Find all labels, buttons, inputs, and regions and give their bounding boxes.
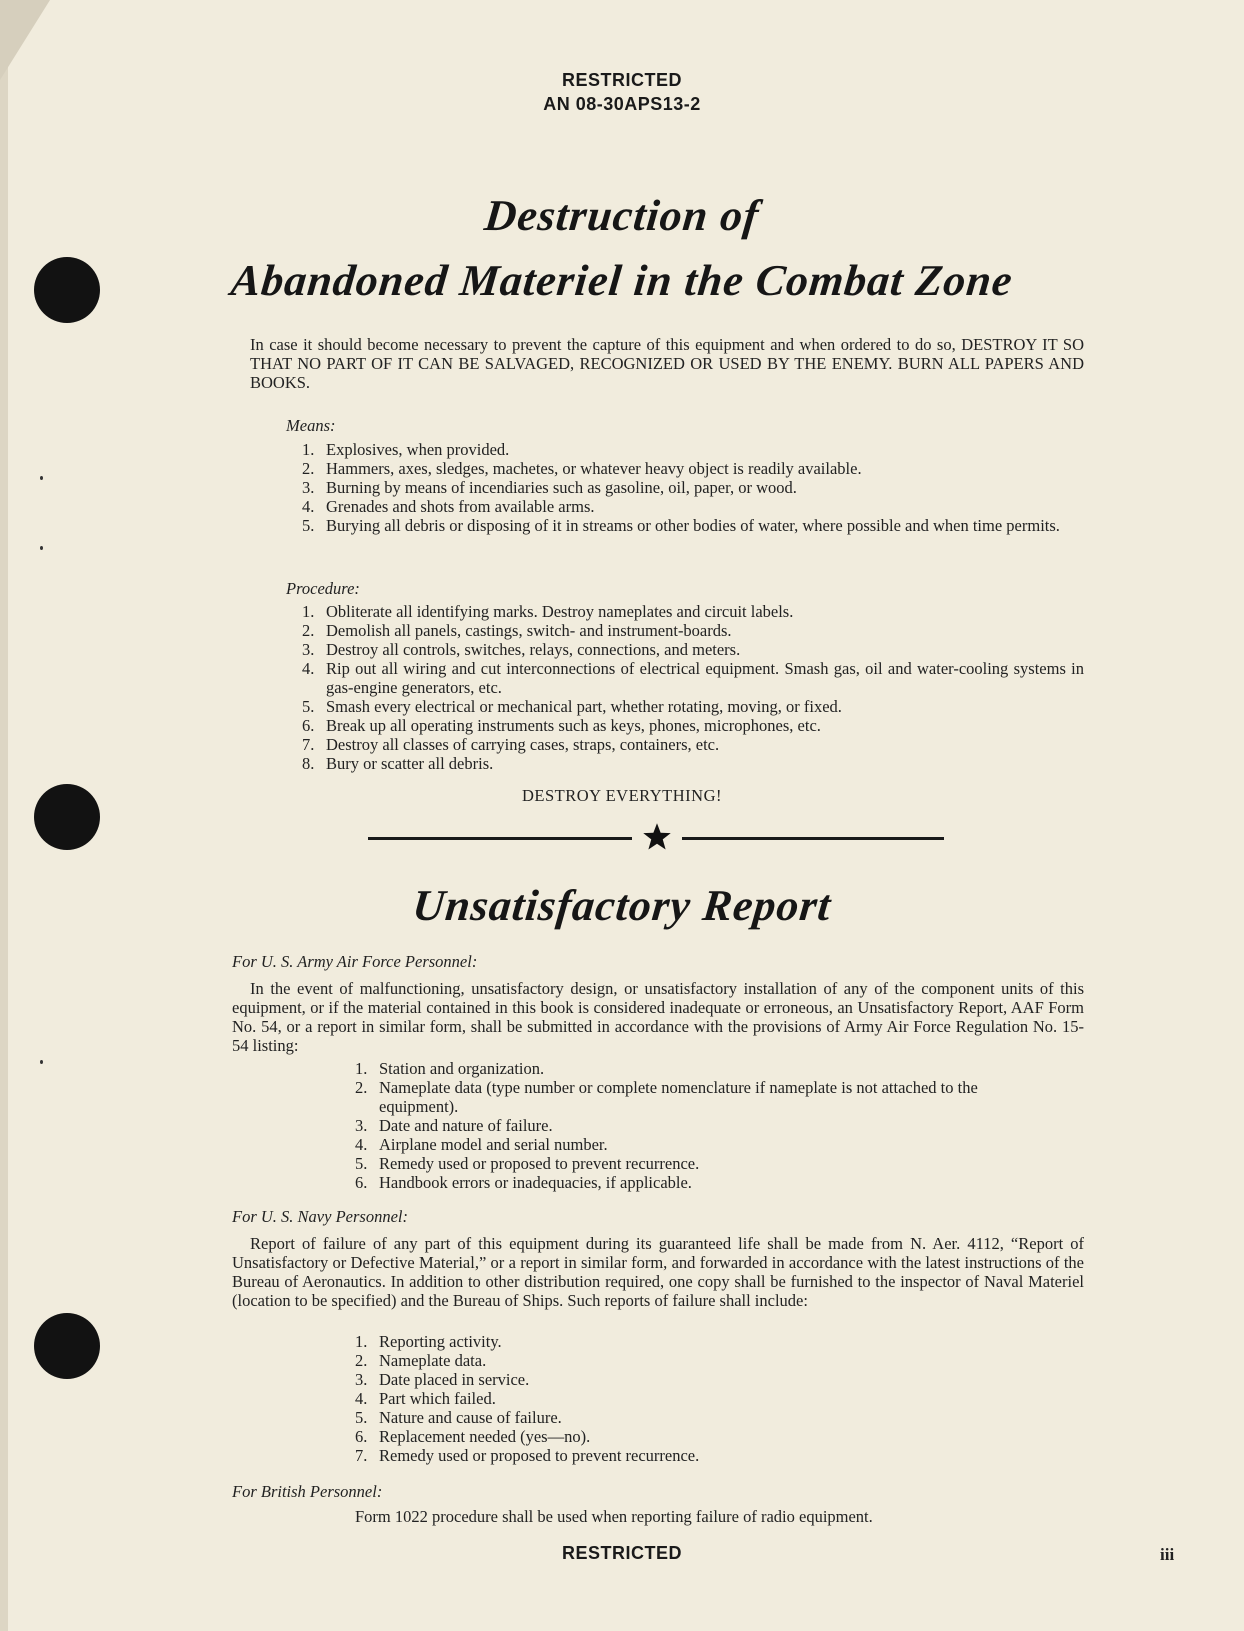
list-item-text: Obliterate all identifying marks. Destroy nameplates and circuit labels. — [326, 602, 794, 621]
list-item-text: Destroy all classes of carrying cases, straps, containers, etc. — [326, 735, 720, 754]
list-item-text: Burning by means of incendiaries such as gasoline, oil, paper, or wood. — [326, 478, 797, 497]
list-item-text: Explosives, when provided. — [326, 440, 510, 459]
list-item — [355, 1154, 995, 1173]
list-item — [302, 621, 1084, 640]
army-items-list — [355, 1059, 995, 1192]
list-item-text: Rip out all wiring and cut interconnections of electrical equipment. Smash gas, oil and water-cooling systems in gas-engine generators, etc. — [326, 659, 1084, 697]
list-item-number: 6. — [302, 716, 315, 735]
destruction-title-line1: Destruction of — [482, 191, 762, 240]
destruction-intro: In case it should become necessary to prevent the capture of this equipment and when ordered to do so, DESTROY IT SO THAT NO PART OF IT CAN BE SALVAGED, RECOGNIZED OR USED BY THE ENEMY. BURN ALL PAPERS AND BOOKS. — [250, 335, 1084, 392]
list-item-number: 6. — [355, 1427, 368, 1446]
list-item — [355, 1370, 995, 1389]
list-item-number: 2. — [355, 1351, 368, 1370]
navy-intro: Report of failure of any part of this equipment during its guaranteed life shall be made from N. Aer. 4112, “Report of Unsatisfactory or Defective Material,” or a report in similar form, and forwarded in accordance with the latest instructions of the Bureau of Aeronautics. In addition to other distribution required, one copy shall be furnished to the inspector of Naval Materiel (location to be specified) and the Bureau of Ships. Such reports of failure shall include: — [232, 1234, 1084, 1310]
scan-speck — [40, 476, 43, 480]
list-item — [355, 1332, 995, 1351]
list-item-number: 4. — [302, 497, 315, 516]
list-item-number: 6. — [355, 1173, 368, 1192]
list-item — [355, 1446, 995, 1465]
list-item-number: 8. — [302, 754, 315, 773]
list-item-text: Remedy used or proposed to prevent recurrence. — [379, 1154, 700, 1173]
destroy-everything: DESTROY EVERYTHING! — [522, 786, 722, 805]
destruction-title-line2: Abandoned Materiel in the Combat Zone — [228, 256, 1016, 305]
list-item-text: Date placed in service. — [379, 1370, 530, 1389]
document-number: AN 08-30APS13-2 — [543, 94, 701, 114]
list-item — [355, 1173, 995, 1192]
list-item-number: 3. — [355, 1116, 368, 1135]
list-item-number: 5. — [355, 1408, 368, 1427]
list-item — [302, 754, 1084, 773]
list-item — [355, 1351, 995, 1370]
page-number: iii — [1160, 1545, 1175, 1564]
list-item-text: Nameplate data. — [379, 1351, 487, 1370]
procedure-label: Procedure: — [286, 579, 360, 598]
list-item-text: Handbook errors or inadequacies, if applicable. — [379, 1173, 692, 1192]
list-item-text: Destroy all controls, switches, relays, connections, and meters. — [326, 640, 741, 659]
list-item-text: Part which failed. — [379, 1389, 496, 1408]
list-item-number: 4. — [355, 1135, 368, 1154]
page-corner-fold — [0, 0, 50, 80]
divider-rule-left — [368, 837, 632, 840]
footer-restricted: RESTRICTED — [561, 1543, 682, 1563]
list-item-text: Break up all operating instruments such as keys, phones, microphones, etc. — [326, 716, 821, 735]
list-item-text: Date and nature of failure. — [379, 1116, 553, 1135]
list-item-number: 1. — [302, 602, 315, 621]
list-item-text: Remedy used or proposed to prevent recurrence. — [379, 1446, 700, 1465]
list-item-text: Nameplate data (type number or complete nomenclature if nameplate is not attached to the equipment). — [379, 1078, 978, 1116]
list-item — [302, 735, 1084, 754]
procedure-list — [302, 602, 1084, 773]
report-title: Unsatisfactory Report — [410, 881, 834, 930]
list-item-number: 3. — [302, 640, 315, 659]
list-item — [302, 478, 1084, 497]
list-item — [302, 516, 1084, 535]
list-item-number: 1. — [302, 440, 315, 459]
list-item-text: Airplane model and serial number. — [379, 1135, 608, 1154]
list-item — [302, 602, 1084, 621]
list-item-text: Nature and cause of failure. — [379, 1408, 562, 1427]
navy-label: For U. S. Navy Personnel: — [232, 1207, 408, 1226]
list-item-text: Bury or scatter all debris. — [326, 754, 494, 773]
scan-speck — [40, 546, 43, 550]
list-item — [302, 716, 1084, 735]
list-item-number: 1. — [355, 1059, 368, 1078]
list-item — [302, 440, 1084, 459]
list-item-number: 5. — [355, 1154, 368, 1173]
list-item — [355, 1078, 995, 1116]
list-item — [302, 697, 1084, 716]
list-item-text: Grenades and shots from available arms. — [326, 497, 595, 516]
list-item — [355, 1427, 995, 1446]
navy-items-list — [355, 1332, 995, 1465]
means-list — [302, 440, 1084, 535]
list-item — [355, 1116, 995, 1135]
list-item-text: Reporting activity. — [379, 1332, 502, 1351]
divider-rule-right — [682, 837, 944, 840]
list-item-number: 1. — [355, 1332, 368, 1351]
means-label: Means: — [286, 416, 336, 435]
british-label: For British Personnel: — [232, 1482, 383, 1501]
list-item — [355, 1389, 995, 1408]
list-item-number: 2. — [302, 621, 315, 640]
list-item-text: Burying all debris or disposing of it in streams or other bodies of water, where possible and when time permits. — [326, 516, 1060, 535]
british-text: Form 1022 procedure shall be used when reporting failure of radio equipment. — [355, 1507, 873, 1526]
list-item — [355, 1408, 995, 1427]
list-item-number: 3. — [302, 478, 315, 497]
list-item-number: 5. — [302, 697, 315, 716]
page-edge — [0, 0, 8, 1631]
binder-hole-bottom — [34, 1313, 100, 1379]
list-item-number: 4. — [355, 1389, 368, 1408]
list-item-number: 7. — [302, 735, 315, 754]
header-restricted: RESTRICTED — [561, 70, 682, 90]
army-intro: In the event of malfunctioning, unsatisfactory design, or unsatisfactory installation of any of the component units of this equipment, or if the material contained in this book is considered inadequate or erroneous, an Unsatisfactory Report, AAF Form No. 54, or a report in similar form, shall be submitted in accordance with the provisions of Army Air Force Regulation No. 15-54 listing: — [232, 979, 1084, 1055]
list-item — [302, 640, 1084, 659]
list-item — [302, 497, 1084, 516]
army-label: For U. S. Army Air Force Personnel: — [232, 952, 478, 971]
list-item-number: 5. — [302, 516, 315, 535]
list-item-text: Hammers, axes, sledges, machetes, or whatever heavy object is readily available. — [326, 459, 862, 478]
star-icon — [642, 822, 672, 852]
list-item — [302, 659, 1084, 697]
list-item-number: 2. — [302, 459, 315, 478]
list-item-text: Station and organization. — [379, 1059, 545, 1078]
list-item — [355, 1059, 995, 1078]
list-item-number: 3. — [355, 1370, 368, 1389]
list-item — [355, 1135, 995, 1154]
list-item-text: Demolish all panels, castings, switch- and instrument-boards. — [326, 621, 732, 640]
list-item — [302, 459, 1084, 478]
list-item-number: 7. — [355, 1446, 368, 1465]
list-item-number: 4. — [302, 659, 315, 678]
list-item-text: Smash every electrical or mechanical part, whether rotating, moving, or fixed. — [326, 697, 842, 716]
list-item-number: 2. — [355, 1078, 368, 1097]
list-item-text: Replacement needed (yes—no). — [379, 1427, 591, 1446]
scan-speck — [40, 1060, 43, 1064]
